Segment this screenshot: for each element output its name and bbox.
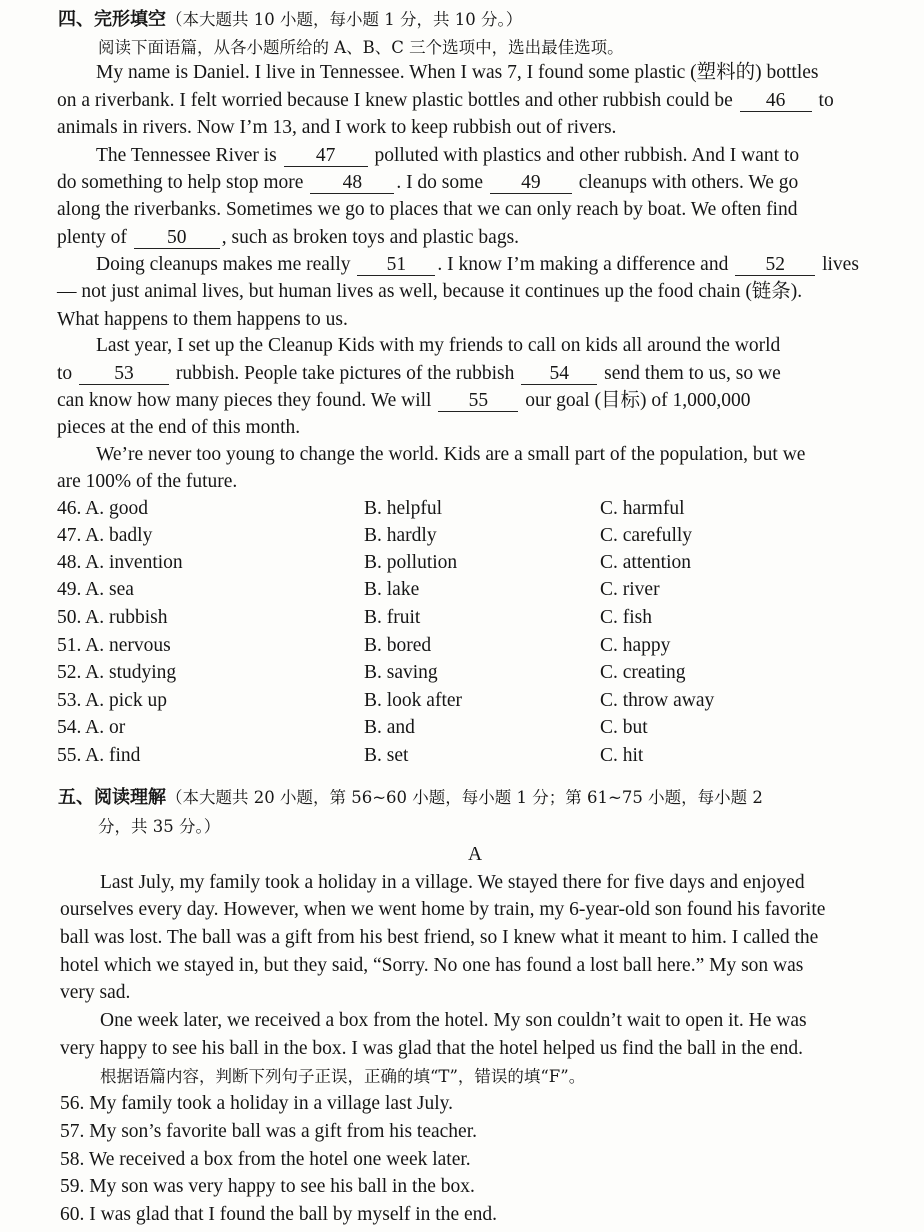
section-5-instruction: 根据语篇内容，判断下列句子正误，正确的填“T”，错误的填“F”。 [100,1067,586,1086]
option-c: C. throw away [600,690,715,711]
statement-56: 56. My family took a holiday in a village last July. [60,1093,454,1114]
passage-a-line2: ourselves every day. However, when we went home by train, my 6-year-old son found his favorite [60,899,826,920]
option-c: C. attention [600,552,691,573]
statement-60: 60. I was glad that I found the ball by myself in the end. [60,1204,498,1225]
text-run: plenty of [57,227,127,248]
s4-p4-line1: Last year, I set up the Cleanup Kids with my friends to call on kids all around the world [96,335,781,356]
option-b: B. bored [364,635,432,656]
option-c: C. carefully [600,525,693,546]
option-b: B. set [364,745,409,766]
section-4-note: （本大题共 10 小题，每小题 1 分，共 10 分。） [166,10,523,29]
text-run: to [57,363,73,384]
option-a: 52. A. studying [57,662,177,683]
section-5-heading [58,785,763,811]
text-run: cleanups with others. We go [578,172,799,193]
option-c: C. hit [600,745,644,766]
s4-p1-line3: animals in rivers. Now I’m 13, and I work to keep rubbish out of rivers. [57,117,617,138]
option-a: 47. A. badly [57,525,153,546]
blank-52: 52 [735,255,815,276]
option-a: 48. A. invention [57,552,183,573]
option-c: C. fish [600,607,653,628]
section-4-title: 四、完形填空 [58,9,166,30]
s4-p2-line2 [57,170,798,196]
text-run: lives [822,254,859,275]
option-a: 46. A. good [57,498,149,519]
s4-p4-line4: pieces at the end of this month. [57,417,301,438]
blank-48: 48 [310,173,394,194]
s4-p1-line2 [57,88,834,114]
statement-58: 58. We received a box from the hotel one week later. [60,1149,471,1170]
text-run: rubbish. People take pictures of the rubbish [175,363,515,384]
option-a: 55. A. find [57,745,141,766]
option-b: B. pollution [364,552,458,573]
passage-label: A [468,844,483,865]
option-b: B. fruit [364,607,421,628]
option-c: C. river [600,579,660,600]
option-b: B. lake [364,579,420,600]
blank-46: 46 [740,91,812,112]
s4-p3-line3: What happens to them happens to us. [57,309,348,330]
text-run: to [818,90,834,111]
text-run: , such as broken toys and plastic bags. [221,227,520,248]
s4-p5-line1: We’re never too young to change the world. Kids are a small part of the population, but we [96,444,806,465]
option-a: 54. A. or [57,717,126,738]
option-b: B. hardly [364,525,437,546]
option-c: C. creating [600,662,686,683]
section-5-note: （本大题共 20 小题，第 56~60 小题，每小题 1 分；第 61~75 小题，每小题 2 [166,788,763,807]
text-run: polluted with plastics and other rubbish. And I want to [374,145,800,166]
s4-p1-line1: My name is Daniel. I live in Tennessee. When I was 7, I found some plastic (塑料的) bottles [96,62,819,83]
s4-p3-line1 [96,252,859,278]
text-run: can know how many pieces they found. We will [57,390,432,411]
s4-p2-line3: along the riverbanks. Sometimes we go to places that we can only reach by boat. We often find [57,199,798,220]
option-c: C. happy [600,635,671,656]
option-a: 51. A. nervous [57,635,171,656]
option-c: C. but [600,717,648,738]
blank-53: 53 [79,364,169,385]
s4-p3-line2: — not just animal lives, but human lives as well, because it continues up the food chain (链条). [57,281,803,302]
passage-a-line1: Last July, my family took a holiday in a village. We stayed there for five days and enjoyed [100,872,805,893]
section-4-heading [58,7,522,33]
option-a: 53. A. pick up [57,690,167,711]
s4-p5-line2: are 100% of the future. [57,471,238,492]
text-run: send them to us, so we [604,363,781,384]
option-b: B. saving [364,662,438,683]
s4-p2-line1 [96,143,799,169]
section-5-note-cont: 分，共 35 分。） [98,817,221,836]
blank-55: 55 [438,391,518,412]
passage-a-line4: hotel which we stayed in, but they said, “Sorry. No one has found a lost ball here.” My son was [60,955,804,976]
blank-47: 47 [284,146,368,167]
section-4-instruction: 阅读下面语篇，从各小题所给的 A、B、C 三个选项中，选出最佳选项。 [98,38,624,57]
option-b: B. helpful [364,498,442,519]
option-c: C. harmful [600,498,685,519]
blank-51: 51 [357,255,435,276]
statement-57: 57. My son’s favorite ball was a gift from his teacher. [60,1121,477,1142]
section-5-title: 五、阅读理解 [58,787,166,808]
blank-54: 54 [521,364,597,385]
statement-59: 59. My son was very happy to see his ball in the box. [60,1176,475,1197]
text-run: our goal (目标) of 1,000,000 [525,390,751,411]
text-run: do something to help stop more [57,172,304,193]
text-run: on a riverbank. I felt worried because I knew plastic bottles and other rubbish could be [57,90,733,111]
passage-a-p2-line2: very happy to see his ball in the box. I was glad that the hotel helped us find the ball in the end. [60,1038,803,1059]
text-run: The Tennessee River is [96,145,277,166]
text-run: . I do some [396,172,483,193]
option-b: B. and [364,717,415,738]
passage-a-line3: ball was lost. The ball was a gift from his best friend, so I knew what it meant to him. I called the [60,927,819,948]
blank-49: 49 [490,173,572,194]
option-a: 50. A. rubbish [57,607,168,628]
passage-a-line5: very sad. [60,982,131,1003]
s4-p4-line2 [57,361,781,387]
blank-50: 50 [134,228,220,249]
option-b: B. look after [364,690,463,711]
text-run: Doing cleanups makes me really [96,254,351,275]
s4-p4-line3 [57,388,751,414]
s4-p2-line4 [57,225,519,251]
option-a: 49. A. sea [57,579,134,600]
text-run: . I know I’m making a difference and [437,254,729,275]
passage-a-p2-line1: One week later, we received a box from the hotel. My son couldn’t wait to open it. He was [100,1010,807,1031]
section-5-heading-cont [98,814,220,840]
